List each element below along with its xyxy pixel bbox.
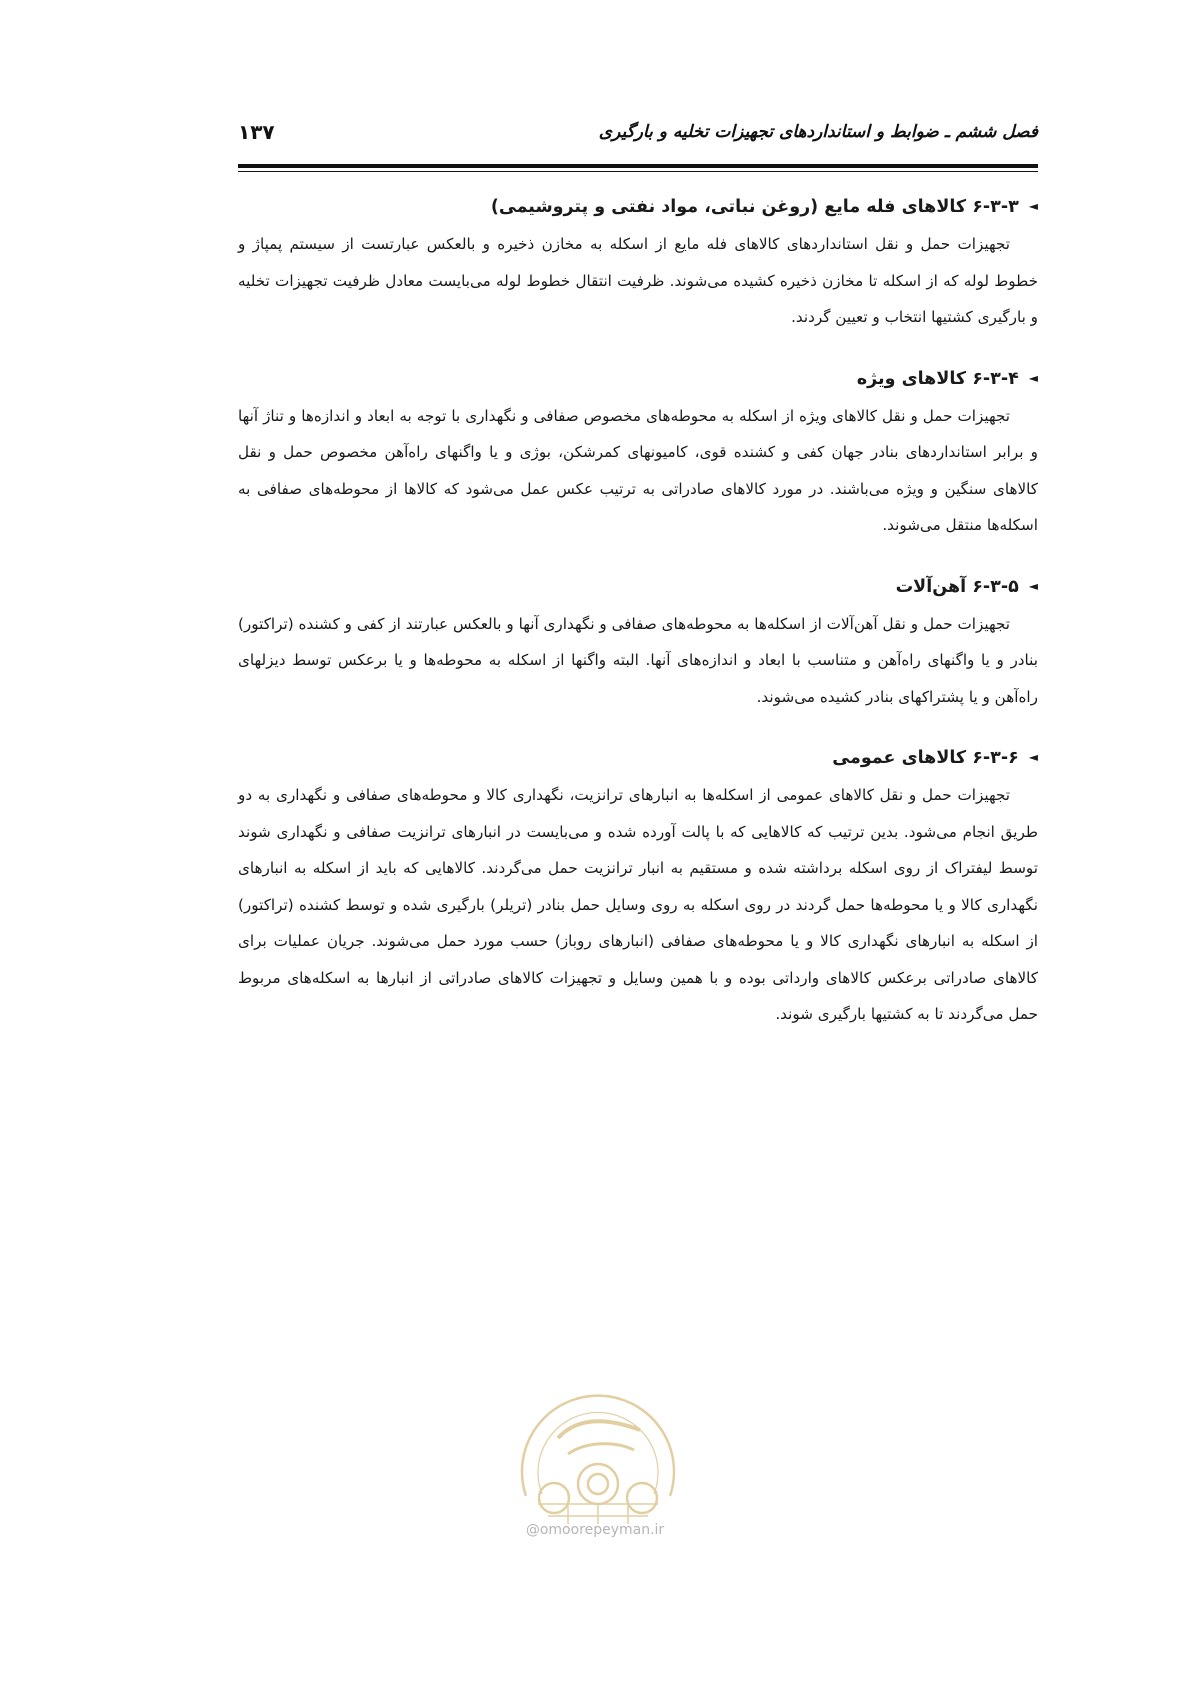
page-number: ۱۳۷ [238, 120, 275, 144]
section-heading [238, 358, 1038, 398]
section-heading [238, 737, 1038, 777]
section-iron-goods [238, 566, 1038, 716]
section-heading [238, 566, 1038, 606]
section-liquid-bulk [238, 186, 1038, 336]
watermark-logo [498, 1376, 698, 1596]
section-heading-text: ۶-۳-۴ کالاهای ویژه [856, 368, 1019, 389]
chapter-title: فصل ششم ـ ضوابط و استانداردهای تجهیزات تخلیه و بارگیری [598, 122, 1038, 142]
bullet-arrow-icon: ◄ [1028, 578, 1038, 593]
bullet-arrow-icon: ◄ [1028, 750, 1038, 764]
header-divider [238, 164, 1038, 168]
section-special-goods [238, 358, 1038, 544]
watermark-logo-icon [498, 1376, 698, 1526]
section-heading-text: ۶-۳-۳ کالاهای فله مایع (روغن نباتی، مواد نفتی و پتروشیمی) [490, 197, 1019, 217]
section-heading-text: ۶-۳-۵ آهن‌آلات [895, 576, 1019, 597]
section-body: تجهیزات حمل و نقل کالاهای عمومی از اسکله‌ها به انبارهای ترانزیت، نگهداری کالا و محوطه‌های صفافی و نگهداری به دو طریق انجام می‌شود. بدین ترتیب که کالاهایی که با پالت آورده شده و می‌بایست در انبارهای ترانزیت صفافی و نگهداری شوند توسط لیفتراک از روی اسکله برداشته شده و مستقیم به انبار ترانزیت حمل می‌گردند. کالاهایی که باید از اسکله به انبارهای نگهداری کالا و یا محوطه‌ها حمل گردند در روی اسکله به روی وسایل حمل بنادر (تریلر) بارگیری شده و توسط کشنده (تراکتور) از اسکله به انبارهای نگهداری کالا و یا محوطه‌های صفافی (انبارهای روباز) حسب مورد حمل می‌شوند. جریان عملیات برای کالاهای صادراتی برعکس کالاهای وارداتی بوده و با همین وسایل و تجهیزات کالاهای صادراتی از انبارها به اسکله‌های مربوط حمل می‌گردند تا به کشتیها بارگیری شوند. [238, 786, 1038, 1023]
bullet-arrow-icon: ◄ [1028, 370, 1038, 385]
bullet-arrow-icon: ◄ [1028, 199, 1038, 213]
section-body: تجهیزات حمل و نقل کالاهای ویژه از اسکله به محوطه‌های مخصوص صفافی و نگهداری با توجه به ابعاد و اندازه‌ها و تناژ آنها و برابر استانداردهای بنادر جهان کفی و کشنده قوی، کامیونهای کمرشکن، بوژی و یا واگنهای راه‌آهن مخصوص حمل و نقل کالاهای سنگین و ویژه می‌باشند. در مورد کالاهای صادراتی به ترتیب عکس عمل می‌شود که کالاها از محوطه‌های صفافی به اسکله‌ها منتقل می‌شوند. [238, 406, 1038, 534]
page-header [238, 120, 1038, 150]
header-divider-thin [238, 171, 1038, 172]
watermark-site-text: @omoorepeyman.ir [525, 1522, 665, 1538]
main-content [238, 186, 1038, 1055]
section-body: تجهیزات حمل و نقل آهن‌آلات از اسکله‌ها به محوطه‌های صفافی و نگهداری آنها و بالعکس عبارتند از کفی و کشنده (تراکتور) بنادر و یا واگنهای راه‌آهن و متناسب با ابعاد و اندازه‌های آنها. البته واگنها از اسکله به محوطه‌ها و یا برعکس توسط دیزلهای راه‌آهن و یا پشتراکهای بنادر کشیده می‌شوند. [238, 614, 1038, 706]
section-heading-text: ۶-۳-۶ کالاهای عمومی [832, 748, 1019, 768]
section-body: تجهیزات حمل و نقل استانداردهای کالاهای فله مایع از اسکله به مخازن ذخیره و بالعکس عبارتست از سیستم پمپاژ و خطوط لوله که از اسکله تا مخازن ذخیره کشیده می‌شوند. ظرفیت انتقال خطوط لوله می‌بایست معادل ظرفیت تجهیزات تخلیه و بارگیری کشتیها انتخاب و تعیین گردند. [238, 235, 1038, 326]
section-heading [238, 186, 1038, 226]
section-general-goods [238, 737, 1038, 1033]
